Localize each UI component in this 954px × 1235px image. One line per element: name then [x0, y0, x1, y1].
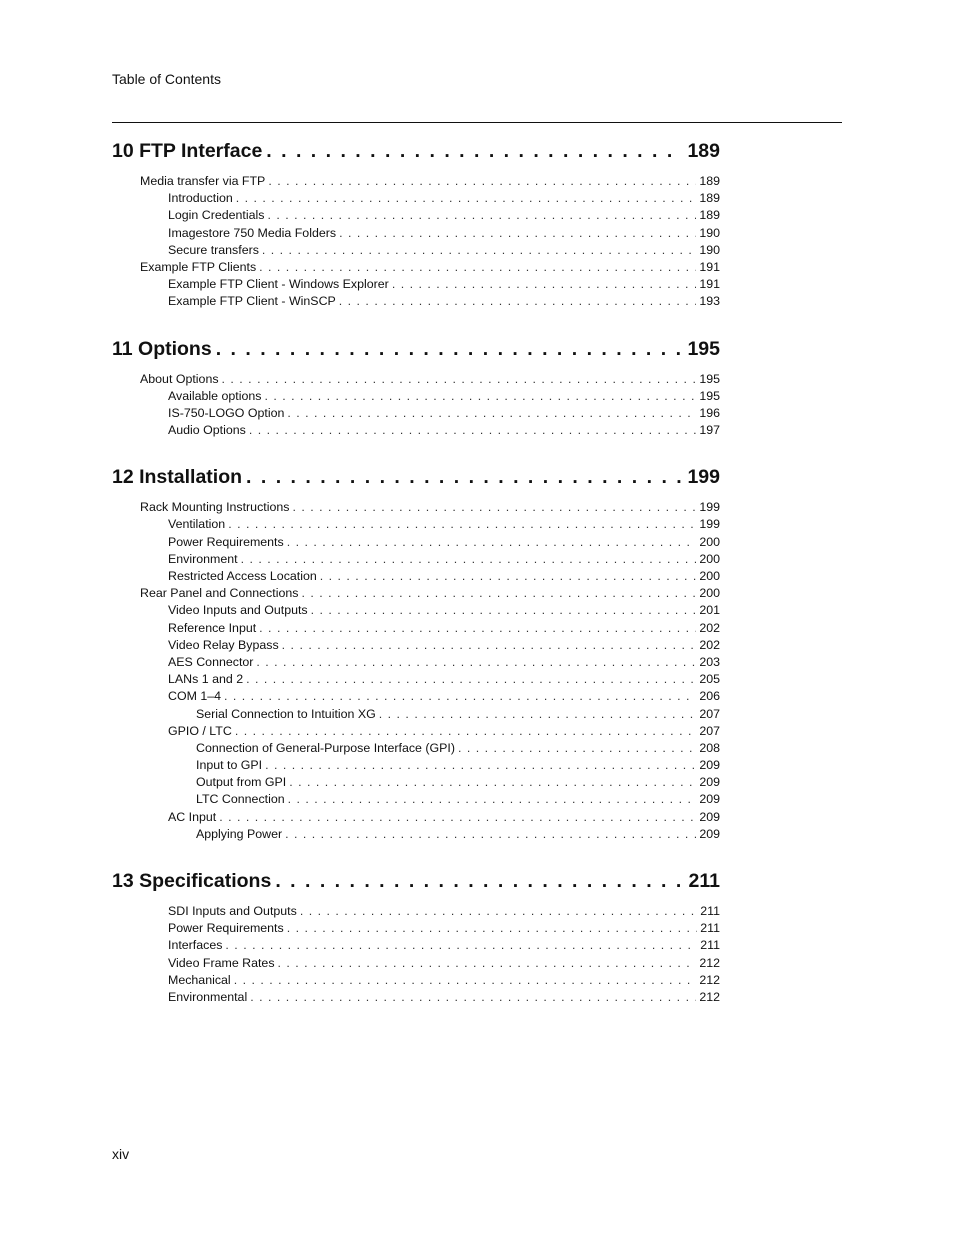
dot-leader — [250, 990, 696, 1004]
dot-leader — [288, 792, 697, 806]
toc-entry[interactable] — [112, 707, 720, 724]
toc-entry[interactable] — [112, 260, 720, 277]
entry-page-number: 211 — [700, 904, 720, 918]
entry-title: Rear Panel and Connections — [140, 586, 299, 601]
dot-leader — [236, 191, 697, 205]
page-number: xiv — [112, 1146, 130, 1162]
entry-page-number: 191 — [699, 277, 720, 292]
toc-chapter — [112, 870, 720, 1007]
entry-page-number: 201 — [699, 603, 720, 618]
toc-entry[interactable] — [112, 758, 720, 775]
dot-leader — [262, 243, 696, 257]
dot-leader — [241, 552, 697, 566]
entry-page-number: 209 — [699, 758, 720, 773]
entry-title: SDI Inputs and Outputs — [168, 904, 297, 918]
chapter-page-number: 211 — [688, 870, 720, 892]
entry-page-number: 202 — [699, 620, 720, 635]
entry-page-number: 212 — [699, 989, 720, 1004]
entry-page-number: 200 — [699, 569, 720, 583]
dot-leader — [219, 810, 696, 824]
dot-leader — [301, 586, 696, 600]
dot-leader — [268, 174, 696, 188]
entry-title: Example FTP Client - Windows Explorer — [168, 277, 389, 292]
toc-entry[interactable] — [112, 535, 720, 552]
entry-title: Available options — [168, 388, 262, 403]
entry-title: Ventilation — [168, 517, 226, 532]
chapter-page-number: 199 — [687, 466, 720, 489]
entry-page-number: 199 — [699, 500, 720, 515]
entry-title: COM 1–4 — [168, 689, 222, 704]
chapter-heading[interactable] — [112, 870, 720, 904]
entry-title: Rack Mounting Instructions — [140, 500, 290, 515]
header-rule — [112, 122, 842, 123]
toc-entry[interactable] — [112, 552, 720, 569]
entry-page-number: 209 — [699, 826, 720, 841]
entry-page-number: 190 — [699, 225, 720, 240]
dot-leader — [392, 277, 697, 291]
toc-entry[interactable] — [112, 208, 720, 225]
entry-page-number: 211 — [700, 921, 720, 936]
toc-entry[interactable] — [112, 775, 720, 792]
entry-title: LANs 1 and 2 — [168, 672, 244, 687]
dot-leader — [228, 517, 696, 531]
entry-title: IS-750-LOGO Option — [168, 405, 285, 420]
toc-chapter — [112, 466, 720, 844]
entry-title: LTC Connection — [196, 792, 285, 807]
dot-leader — [265, 758, 696, 772]
chapter-entries — [112, 500, 720, 844]
dot-leader — [234, 973, 697, 987]
entry-page-number: 195 — [699, 371, 720, 386]
entry-page-number: 205 — [699, 672, 720, 687]
entry-title: Power Requirements — [168, 921, 284, 936]
entry-title: AC Input — [168, 809, 217, 824]
entry-title: Example FTP Client - WinSCP — [168, 294, 336, 309]
chapter-title: 11 Options — [112, 337, 212, 360]
entry-title: Restricted Access Location — [168, 569, 317, 583]
chapter-entries — [112, 372, 720, 441]
dot-leader — [300, 904, 697, 918]
dot-leader — [222, 372, 697, 386]
dot-leader — [267, 208, 696, 222]
toc-entry[interactable] — [112, 810, 720, 827]
dot-leader — [339, 294, 697, 308]
entry-page-number: 203 — [699, 654, 720, 669]
dot-leader — [320, 569, 697, 583]
dot-leader — [289, 775, 696, 789]
toc-entry[interactable] — [112, 586, 720, 603]
toc-chapter — [112, 338, 720, 441]
entry-page-number: 212 — [699, 955, 720, 970]
toc-entry[interactable] — [112, 603, 720, 620]
dot-leader — [292, 500, 696, 514]
dot-leader — [287, 535, 697, 549]
chapter-page-number: 195 — [687, 337, 720, 360]
entry-page-number: 200 — [699, 534, 720, 549]
entry-page-number: 195 — [699, 388, 720, 403]
toc-entry[interactable] — [112, 655, 720, 672]
dot-leader — [266, 140, 683, 163]
entry-page-number: 209 — [699, 775, 720, 790]
entry-page-number: 208 — [699, 740, 720, 755]
entry-page-number: 189 — [699, 191, 720, 206]
entry-title: Login Credentials — [168, 208, 265, 223]
entry-title: Imagestore 750 Media Folders — [168, 225, 337, 240]
entry-page-number: 200 — [699, 586, 720, 601]
toc-entry[interactable] — [112, 372, 720, 389]
chapter-title: 12 Installation — [112, 466, 243, 489]
toc-entry[interactable] — [112, 389, 720, 406]
entry-title: Secure transfers — [168, 242, 259, 257]
dot-leader — [224, 689, 696, 703]
entry-title: Mechanical — [168, 972, 231, 987]
toc-entry[interactable] — [112, 724, 720, 741]
toc-entry[interactable] — [112, 277, 720, 294]
entry-title: Video Relay Bypass — [168, 637, 279, 652]
entry-page-number: 197 — [699, 423, 720, 438]
entry-title: Video Frame Rates — [168, 955, 275, 970]
entry-page-number: 199 — [699, 517, 720, 532]
entry-page-number: 206 — [699, 689, 720, 704]
dot-leader — [259, 621, 696, 635]
entry-page-number: 191 — [699, 259, 720, 274]
toc-entry[interactable] — [112, 904, 720, 921]
dot-leader — [282, 638, 697, 652]
toc-entry[interactable] — [112, 672, 720, 689]
entry-page-number: 196 — [699, 405, 720, 420]
dot-leader — [264, 389, 696, 403]
entry-title: Audio Options — [168, 423, 246, 438]
toc-entry[interactable] — [112, 406, 720, 423]
toc-entry[interactable] — [112, 638, 720, 655]
dot-leader — [216, 338, 684, 361]
entry-page-number: 209 — [699, 809, 720, 824]
toc-entry[interactable] — [112, 689, 720, 706]
toc-entry[interactable] — [112, 174, 720, 191]
dot-leader — [458, 741, 696, 755]
dot-leader — [339, 226, 696, 240]
dot-leader — [287, 406, 696, 420]
chapter-title: 10 FTP Interface — [112, 140, 263, 162]
entry-title: Introduction — [168, 191, 233, 206]
entry-title: Applying Power — [196, 826, 283, 841]
chapter-heading[interactable] — [112, 338, 720, 372]
entry-title: Video Inputs and Outputs — [168, 603, 308, 618]
chapter-page-number: 189 — [687, 140, 720, 162]
entry-page-number: 212 — [699, 972, 720, 987]
entry-title: Input to GPI — [196, 758, 263, 773]
toc-entry[interactable] — [112, 294, 720, 311]
entry-title: Output from GPI — [196, 775, 287, 790]
dot-leader — [285, 827, 696, 841]
toc-chapter — [112, 140, 720, 312]
table-of-contents — [112, 140, 720, 1007]
entry-title: Reference Input — [168, 620, 257, 635]
toc-entry[interactable] — [112, 517, 720, 534]
dot-leader — [278, 956, 697, 970]
chapter-entries — [112, 174, 720, 312]
toc-entry[interactable] — [112, 423, 720, 440]
toc-entry[interactable] — [112, 938, 720, 955]
dot-leader — [246, 672, 696, 686]
entry-page-number: 209 — [699, 792, 720, 807]
entry-title: Serial Connection to Intuition XG — [196, 706, 376, 721]
dot-leader — [225, 938, 697, 952]
dot-leader — [259, 260, 696, 274]
entry-page-number: 207 — [699, 706, 720, 721]
toc-entry[interactable] — [112, 990, 720, 1007]
entry-page-number: 189 — [699, 174, 720, 188]
chapter-heading[interactable] — [112, 140, 720, 174]
dot-leader — [256, 655, 696, 669]
toc-entry[interactable] — [112, 741, 720, 758]
toc-entry[interactable] — [112, 973, 720, 990]
dot-leader — [379, 707, 697, 721]
entry-title: GPIO / LTC — [168, 723, 232, 738]
dot-leader — [287, 921, 698, 935]
dot-leader — [275, 870, 684, 893]
dot-leader — [246, 466, 683, 489]
entry-page-number: 202 — [699, 637, 720, 652]
entry-page-number: 193 — [699, 294, 720, 309]
toc-entry[interactable] — [112, 921, 720, 938]
entry-title: Interfaces — [168, 938, 223, 953]
entry-title: Connection of General-Purpose Interface (GPI) — [196, 740, 455, 755]
toc-entry[interactable] — [112, 500, 720, 517]
entry-page-number: 207 — [699, 723, 720, 738]
toc-entry[interactable] — [112, 569, 720, 586]
chapter-entries — [112, 904, 720, 1007]
entry-title: AES Connector — [168, 654, 254, 669]
entry-page-number: 189 — [699, 208, 720, 223]
toc-entry[interactable] — [112, 226, 720, 243]
entry-page-number: 200 — [699, 551, 720, 566]
entry-page-number: 190 — [699, 242, 720, 257]
entry-title: Media transfer via FTP — [140, 174, 266, 188]
toc-entry[interactable] — [112, 956, 720, 973]
entry-title: About Options — [140, 371, 219, 386]
entry-page-number: 211 — [700, 938, 720, 953]
toc-entry[interactable] — [112, 621, 720, 638]
chapter-heading[interactable] — [112, 466, 720, 500]
toc-entry[interactable] — [112, 827, 720, 844]
dot-leader — [235, 724, 697, 738]
entry-title: Example FTP Clients — [140, 259, 257, 274]
toc-entry[interactable] — [112, 792, 720, 809]
entry-title: Environment — [168, 551, 238, 566]
entry-title: Environmental — [168, 989, 248, 1004]
running-header: Table of Contents — [112, 71, 221, 87]
dot-leader — [249, 423, 696, 437]
entry-title: Power Requirements — [168, 534, 284, 549]
chapter-title: 13 Specifications — [112, 870, 272, 892]
toc-entry[interactable] — [112, 191, 720, 208]
dot-leader — [311, 603, 697, 617]
toc-entry[interactable] — [112, 243, 720, 260]
